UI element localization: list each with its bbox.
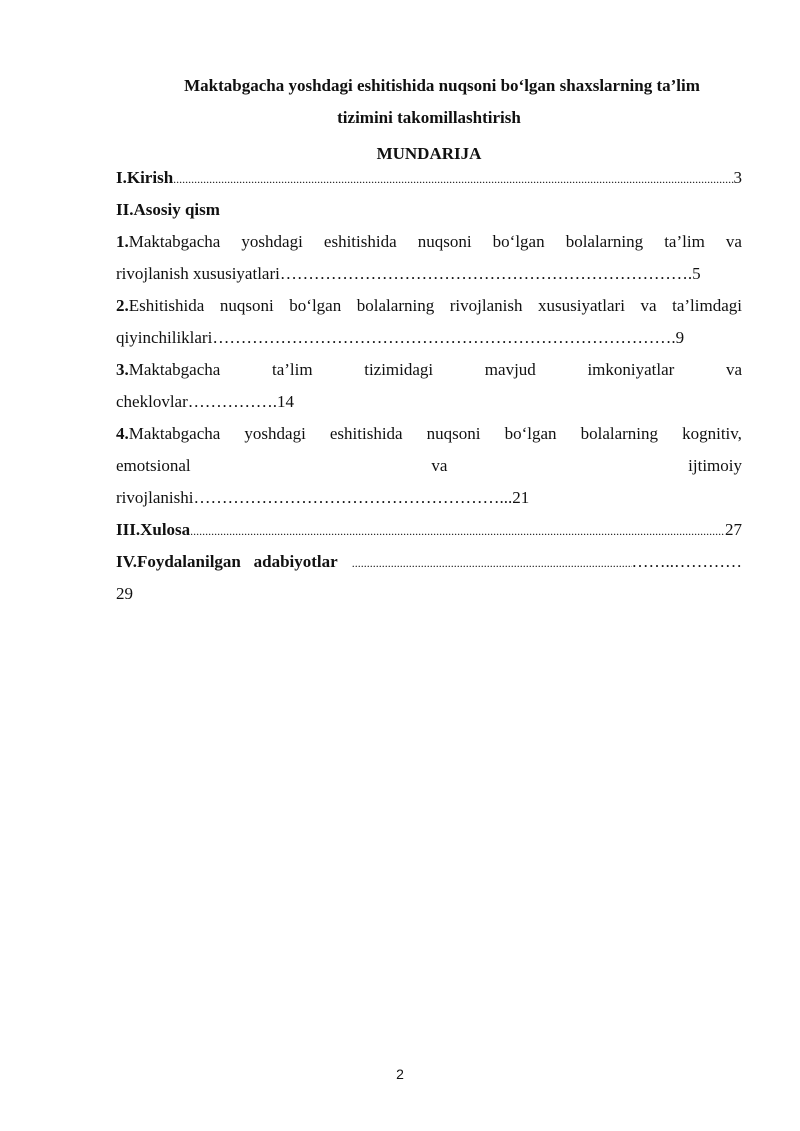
toc-entry-1-line1: [116, 231, 742, 253]
toc-entry-page: 27: [725, 520, 742, 539]
toc-entry-2-line1: [116, 295, 742, 317]
toc-word: Maktabgacha: [128, 360, 221, 379]
document-title-line1: Maktabgacha yoshdagi eshitishida nuqsoni bo‘lgan shaxslarning ta’lim: [184, 76, 700, 95]
toc-word: bolalarning: [580, 424, 659, 443]
toc-word: yoshdagi: [241, 232, 303, 251]
toc-word: bo‘lgan: [289, 296, 342, 315]
toc-word: eshitishida: [329, 424, 403, 443]
toc-word: bo‘lgan: [492, 232, 545, 251]
toc-entry-text: [116, 231, 220, 253]
toc-entry-adabiyotlar: [116, 551, 742, 574]
toc-entry-label: IV.Foydalanilgan adabiyotlar: [116, 552, 338, 571]
toc-entry-label: I.Kirish: [116, 168, 174, 187]
document-title-line2: tizimini takomillashtirish: [337, 108, 521, 127]
toc-entry-1-line2: rivojlanish xususiyatlari……………………………………………………………….5: [116, 264, 701, 283]
toc-entry-4-line2: [116, 455, 742, 477]
toc-word: va: [431, 456, 448, 475]
toc-entry-number: 2.: [116, 296, 129, 315]
toc-entry-kirish: [116, 167, 742, 190]
toc-word: ta’lim: [664, 232, 705, 251]
toc-word: Maktabgacha: [128, 232, 221, 251]
page-number: 2: [396, 1066, 404, 1082]
toc-word: yoshdagi: [244, 424, 306, 443]
toc-entry-4-line3: rivojlanishi………………………………………………...21: [116, 488, 530, 507]
toc-entry-text: [116, 359, 220, 381]
toc-word: va: [725, 232, 742, 251]
toc-word: va: [640, 296, 657, 315]
toc-word: xususiyatlari: [538, 296, 625, 315]
toc-word: ijtimoiy: [688, 456, 742, 475]
toc-entry-text: [116, 295, 204, 317]
toc-section-asosiy: II.Asosiy qism: [116, 200, 220, 219]
toc-entry-number: 3.: [116, 360, 129, 379]
toc-word: Maktabgacha: [128, 424, 221, 443]
toc-word: nuqsoni: [417, 232, 472, 251]
toc-entry-trail: ……..…………: [631, 552, 742, 571]
toc-entry-label: III.Xulosa: [116, 520, 191, 539]
toc-entry-adabiyotlar-page: 29: [116, 584, 133, 603]
toc-word: bolalarning: [356, 296, 435, 315]
dot-leader: [352, 552, 632, 574]
toc-word: ta’limdagi: [672, 296, 742, 315]
toc-word: tizimidagi: [364, 360, 434, 379]
dot-leader: [173, 168, 733, 190]
toc-word: ta’lim: [271, 360, 313, 379]
toc-word: imkoniyatlar: [587, 360, 675, 379]
toc-entry-3-line2: cheklovlar…………….14: [116, 392, 294, 411]
toc-word: bolalarning: [565, 232, 644, 251]
toc-word: kognitiv,: [682, 424, 742, 443]
toc-entry-text: [116, 423, 220, 445]
toc-entry-number: 1.: [116, 232, 129, 251]
toc-word: rivojlanish: [449, 296, 523, 315]
toc-word: nuqsoni: [426, 424, 481, 443]
toc-word: nuqsoni: [219, 296, 274, 315]
toc-word: mavjud: [484, 360, 536, 379]
toc-entry-number: 4.: [116, 424, 129, 443]
toc-entry-page: 3: [733, 168, 742, 187]
toc-word: emotsional: [116, 456, 191, 475]
toc-entry-4-line1: [116, 423, 742, 445]
toc-entry-xulosa: [116, 519, 742, 542]
toc-heading: MUNDARIJA: [376, 144, 482, 163]
toc-entry-3-line1: [116, 359, 742, 381]
toc-word: bo‘lgan: [504, 424, 557, 443]
toc-word: Eshitishida: [128, 296, 205, 315]
toc-entry-2-line2: qiyinchiliklari……………………………………………………………………….9: [116, 328, 685, 347]
toc-word: va: [725, 360, 742, 379]
dot-leader: [190, 520, 725, 542]
toc-word: eshitishida: [323, 232, 397, 251]
